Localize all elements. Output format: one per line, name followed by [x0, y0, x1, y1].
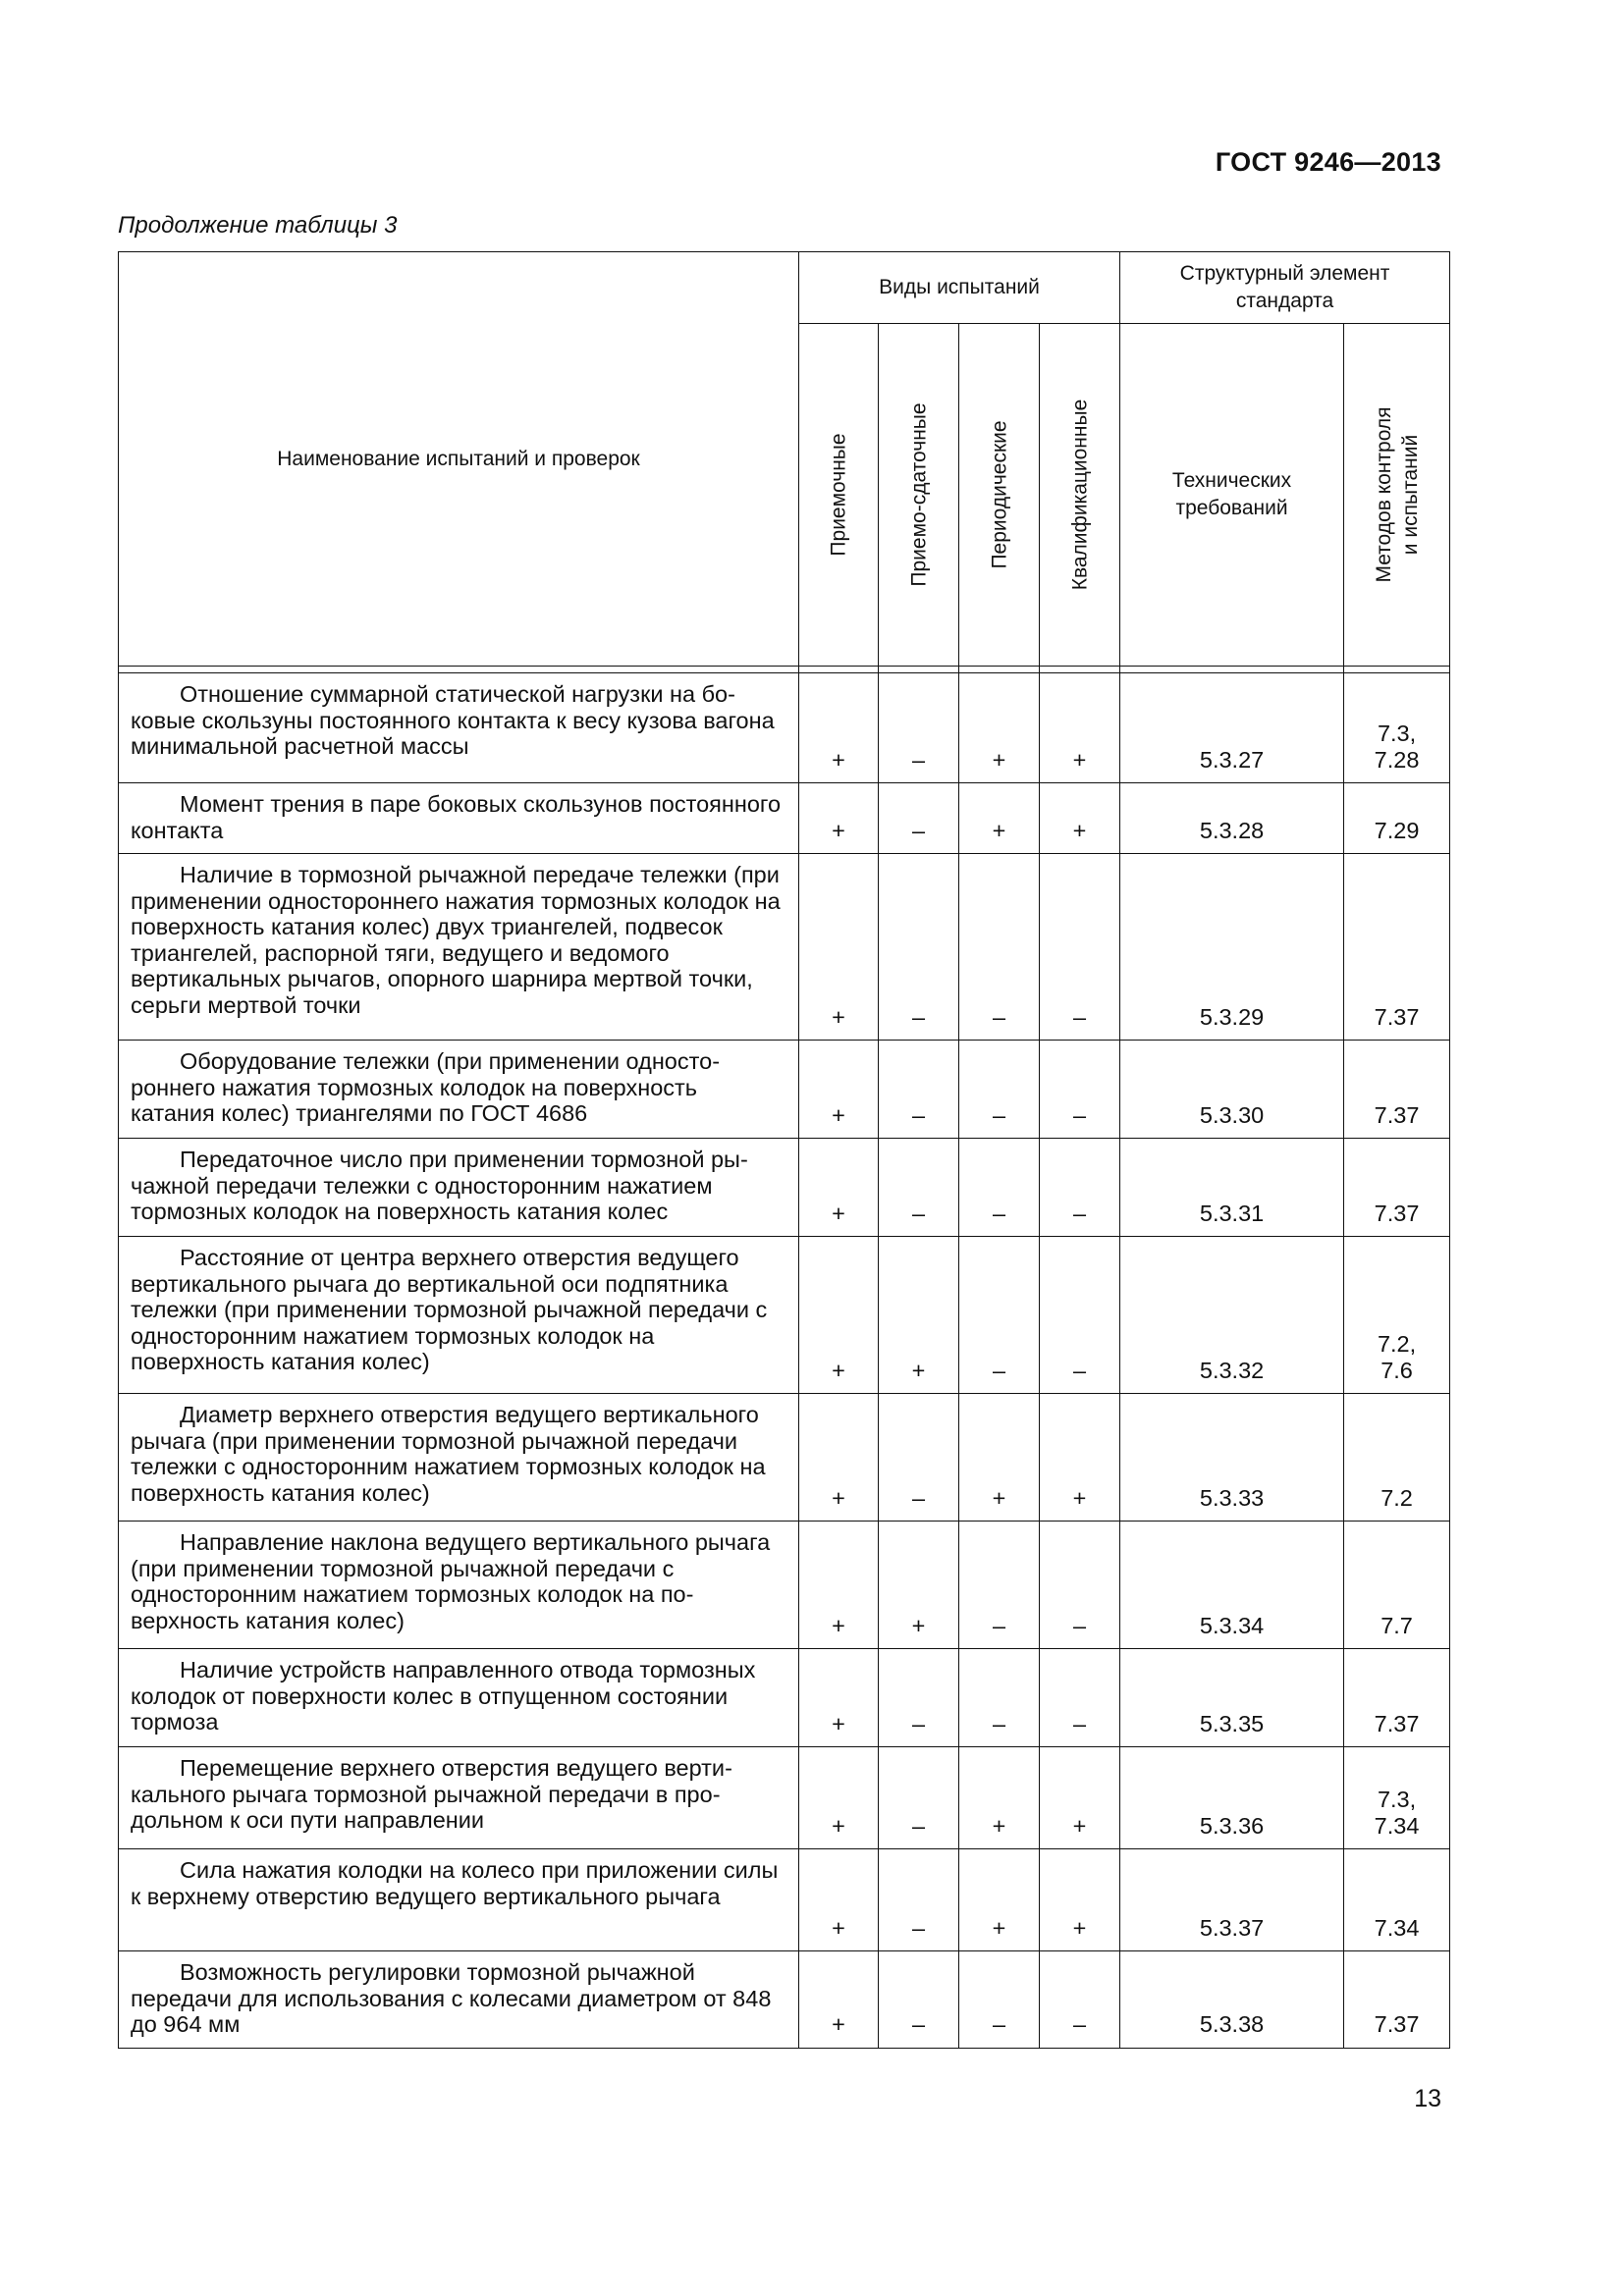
tech-requirement-cell: 5.3.30 [1120, 1041, 1344, 1139]
table-row [119, 1849, 1450, 1951]
methods-cell: 7.37 [1344, 1041, 1450, 1139]
test-mark-cell: – [879, 1849, 959, 1951]
test-mark-cell: + [799, 1394, 879, 1522]
methods-cell: 7.37 [1344, 1139, 1450, 1237]
test-mark-cell: + [959, 1747, 1040, 1849]
table-row [119, 1139, 1450, 1237]
test-mark-cell: + [799, 1041, 879, 1139]
test-name-cell: Возможность регулировки тормозной рычажной передачи для использования с колесами диаметром от 848 до 964 мм [119, 1951, 799, 2049]
test-mark-cell: + [799, 1139, 879, 1237]
test-mark-cell: – [879, 783, 959, 854]
test-mark-cell: – [959, 1649, 1040, 1747]
test-mark-cell: + [959, 1849, 1040, 1951]
tech-requirement-cell: 5.3.35 [1120, 1649, 1344, 1747]
table-row [119, 783, 1450, 854]
tech-requirement-cell: 5.3.31 [1120, 1139, 1344, 1237]
test-mark-cell: + [799, 1649, 879, 1747]
table-row [119, 1394, 1450, 1522]
table-row [119, 1649, 1450, 1747]
header-periodic: Периодические [959, 324, 1040, 667]
test-mark-cell: + [959, 673, 1040, 783]
header-acceptance: Приемочные [799, 324, 879, 667]
header-methods: Методов контроля и испытаний [1344, 324, 1450, 667]
test-mark-cell: + [879, 1237, 959, 1394]
test-mark-cell: + [1040, 1394, 1120, 1522]
methods-cell: 7.3, 7.34 [1344, 1747, 1450, 1849]
test-mark-cell: – [879, 1394, 959, 1522]
test-mark-cell: – [959, 1139, 1040, 1237]
methods-cell: 7.37 [1344, 854, 1450, 1041]
tech-requirement-cell: 5.3.36 [1120, 1747, 1344, 1849]
test-mark-cell: + [799, 1747, 879, 1849]
test-mark-cell: + [1040, 673, 1120, 783]
header-structural-element: Структурный элемент стандарта [1120, 252, 1450, 324]
tech-requirement-cell: 5.3.28 [1120, 783, 1344, 854]
test-mark-cell: + [959, 1394, 1040, 1522]
test-mark-cell: – [959, 854, 1040, 1041]
test-name-cell: Передаточное число при применении тормозной рычажной передачи тележки с односторонним нажатием тормозных колодок на поверхность катания колес [119, 1139, 799, 1237]
table-row [119, 1951, 1450, 2049]
table-row [119, 1747, 1450, 1849]
methods-cell: 7.2 [1344, 1394, 1450, 1522]
table-row [119, 854, 1450, 1041]
test-name-cell: Расстояние от центра верхнего отверстия ведущего вертикального рычага до вертикальной оси подпятника тележки (при применении тормозной рычажной передачи с односторонним нажатием тормозных колодок на поверхность катания колес) [119, 1237, 799, 1394]
test-mark-cell: + [1040, 1747, 1120, 1849]
test-name-cell: Направление наклона ведущего вертикального рычага (при применении тормозной рычажной передачи с односторонним нажатием тормозных колодок на поверхность катания колес) [119, 1522, 799, 1649]
methods-cell: 7.7 [1344, 1522, 1450, 1649]
test-mark-cell: – [959, 1237, 1040, 1394]
test-mark-cell: – [879, 854, 959, 1041]
tech-requirement-cell: 5.3.27 [1120, 673, 1344, 783]
tech-requirement-cell: 5.3.33 [1120, 1394, 1344, 1522]
test-mark-cell: + [799, 783, 879, 854]
test-name-cell: Наличие в тормозной рычажной передаче тележки (при применении одностороннего нажатия тормозных колодок на поверхность катания колес) двух триангелей, подвесок триангелей, распорной тяги, ведущего и ведомого вертикальных рычагов, опорного шарнира мертвой точки, серьги мертвой точки [119, 854, 799, 1041]
test-mark-cell: + [799, 1237, 879, 1394]
table-row [119, 1237, 1450, 1394]
test-mark-cell: – [1040, 1522, 1120, 1649]
test-mark-cell: + [799, 1522, 879, 1649]
test-mark-cell: + [799, 673, 879, 783]
test-mark-cell: – [879, 1649, 959, 1747]
test-mark-cell: + [879, 1522, 959, 1649]
test-mark-cell: + [799, 854, 879, 1041]
tech-requirement-cell: 5.3.32 [1120, 1237, 1344, 1394]
test-name-cell: Наличие устройств направленного отвода тормозных колодок от поверхности колес в отпущенном состоянии тормоза [119, 1649, 799, 1747]
test-mark-cell: – [1040, 1649, 1120, 1747]
table-caption: Продолжение таблицы 3 [118, 212, 398, 239]
test-mark-cell: – [1040, 854, 1120, 1041]
test-name-cell: Момент трения в паре боковых скользунов постоянного контакта [119, 783, 799, 854]
document-code: ГОСТ 9246—2013 [1215, 147, 1441, 177]
table-row [119, 1522, 1450, 1649]
header-delivery-acceptance: Приемо-сдаточные [879, 324, 959, 667]
test-mark-cell: + [959, 783, 1040, 854]
page-number: 13 [1414, 2085, 1441, 2112]
test-mark-cell: – [879, 673, 959, 783]
test-mark-cell: + [1040, 783, 1120, 854]
test-mark-cell: – [879, 1041, 959, 1139]
test-mark-cell: – [879, 1139, 959, 1237]
test-name-cell: Сила нажатия колодки на колесо при приложении силы к верхнему отверстию ведущего вертикального рычага [119, 1849, 799, 1951]
test-mark-cell: – [1040, 1237, 1120, 1394]
methods-cell: 7.29 [1344, 783, 1450, 854]
test-mark-cell: – [959, 1951, 1040, 2049]
methods-cell: 7.37 [1344, 1951, 1450, 2049]
test-mark-cell: – [959, 1041, 1040, 1139]
methods-cell: 7.2, 7.6 [1344, 1237, 1450, 1394]
methods-cell: 7.34 [1344, 1849, 1450, 1951]
table-row [119, 673, 1450, 783]
table-body [119, 673, 1450, 2049]
methods-cell: 7.3, 7.28 [1344, 673, 1450, 783]
tech-requirement-cell: 5.3.34 [1120, 1522, 1344, 1649]
header-tech-requirements: Технических требований [1120, 324, 1344, 667]
test-mark-cell: – [1040, 1139, 1120, 1237]
header-separator [119, 667, 1450, 673]
test-name-cell: Перемещение верхнего отверстия ведущего вертикального рычага тормозной рычажной передачи в продольном к оси пути направлении [119, 1747, 799, 1849]
test-name-cell: Оборудование тележки (при применении одностороннего нажатия тормозных колодок на поверхность катания колес) триангелями по ГОСТ 4686 [119, 1041, 799, 1139]
table-row [119, 1041, 1450, 1139]
tech-requirement-cell: 5.3.29 [1120, 854, 1344, 1041]
test-mark-cell: – [879, 1951, 959, 2049]
test-mark-cell: – [879, 1747, 959, 1849]
test-mark-cell: – [1040, 1041, 1120, 1139]
tests-table [118, 251, 1450, 2049]
test-mark-cell: – [1040, 1951, 1120, 2049]
tech-requirement-cell: 5.3.37 [1120, 1849, 1344, 1951]
test-mark-cell: + [799, 1849, 879, 1951]
methods-cell: 7.37 [1344, 1649, 1450, 1747]
test-mark-cell: + [1040, 1849, 1120, 1951]
header-test-name: Наименование испытаний и проверок [119, 252, 799, 667]
tech-requirement-cell: 5.3.38 [1120, 1951, 1344, 2049]
test-name-cell: Отношение суммарной статической нагрузки на боковые скользуны постоянного контакта к весу кузова вагона минимальной расчетной массы [119, 673, 799, 783]
test-mark-cell: – [959, 1522, 1040, 1649]
header-test-types: Виды испытаний [799, 252, 1120, 324]
test-name-cell: Диаметр верхнего отверстия ведущего вертикального рычага (при применении тормозной рычажной передачи тележки с односторонним нажатием тормозных колодок на поверхность катания колес) [119, 1394, 799, 1522]
test-mark-cell: + [799, 1951, 879, 2049]
header-qualification: Квалификационные [1040, 324, 1120, 667]
